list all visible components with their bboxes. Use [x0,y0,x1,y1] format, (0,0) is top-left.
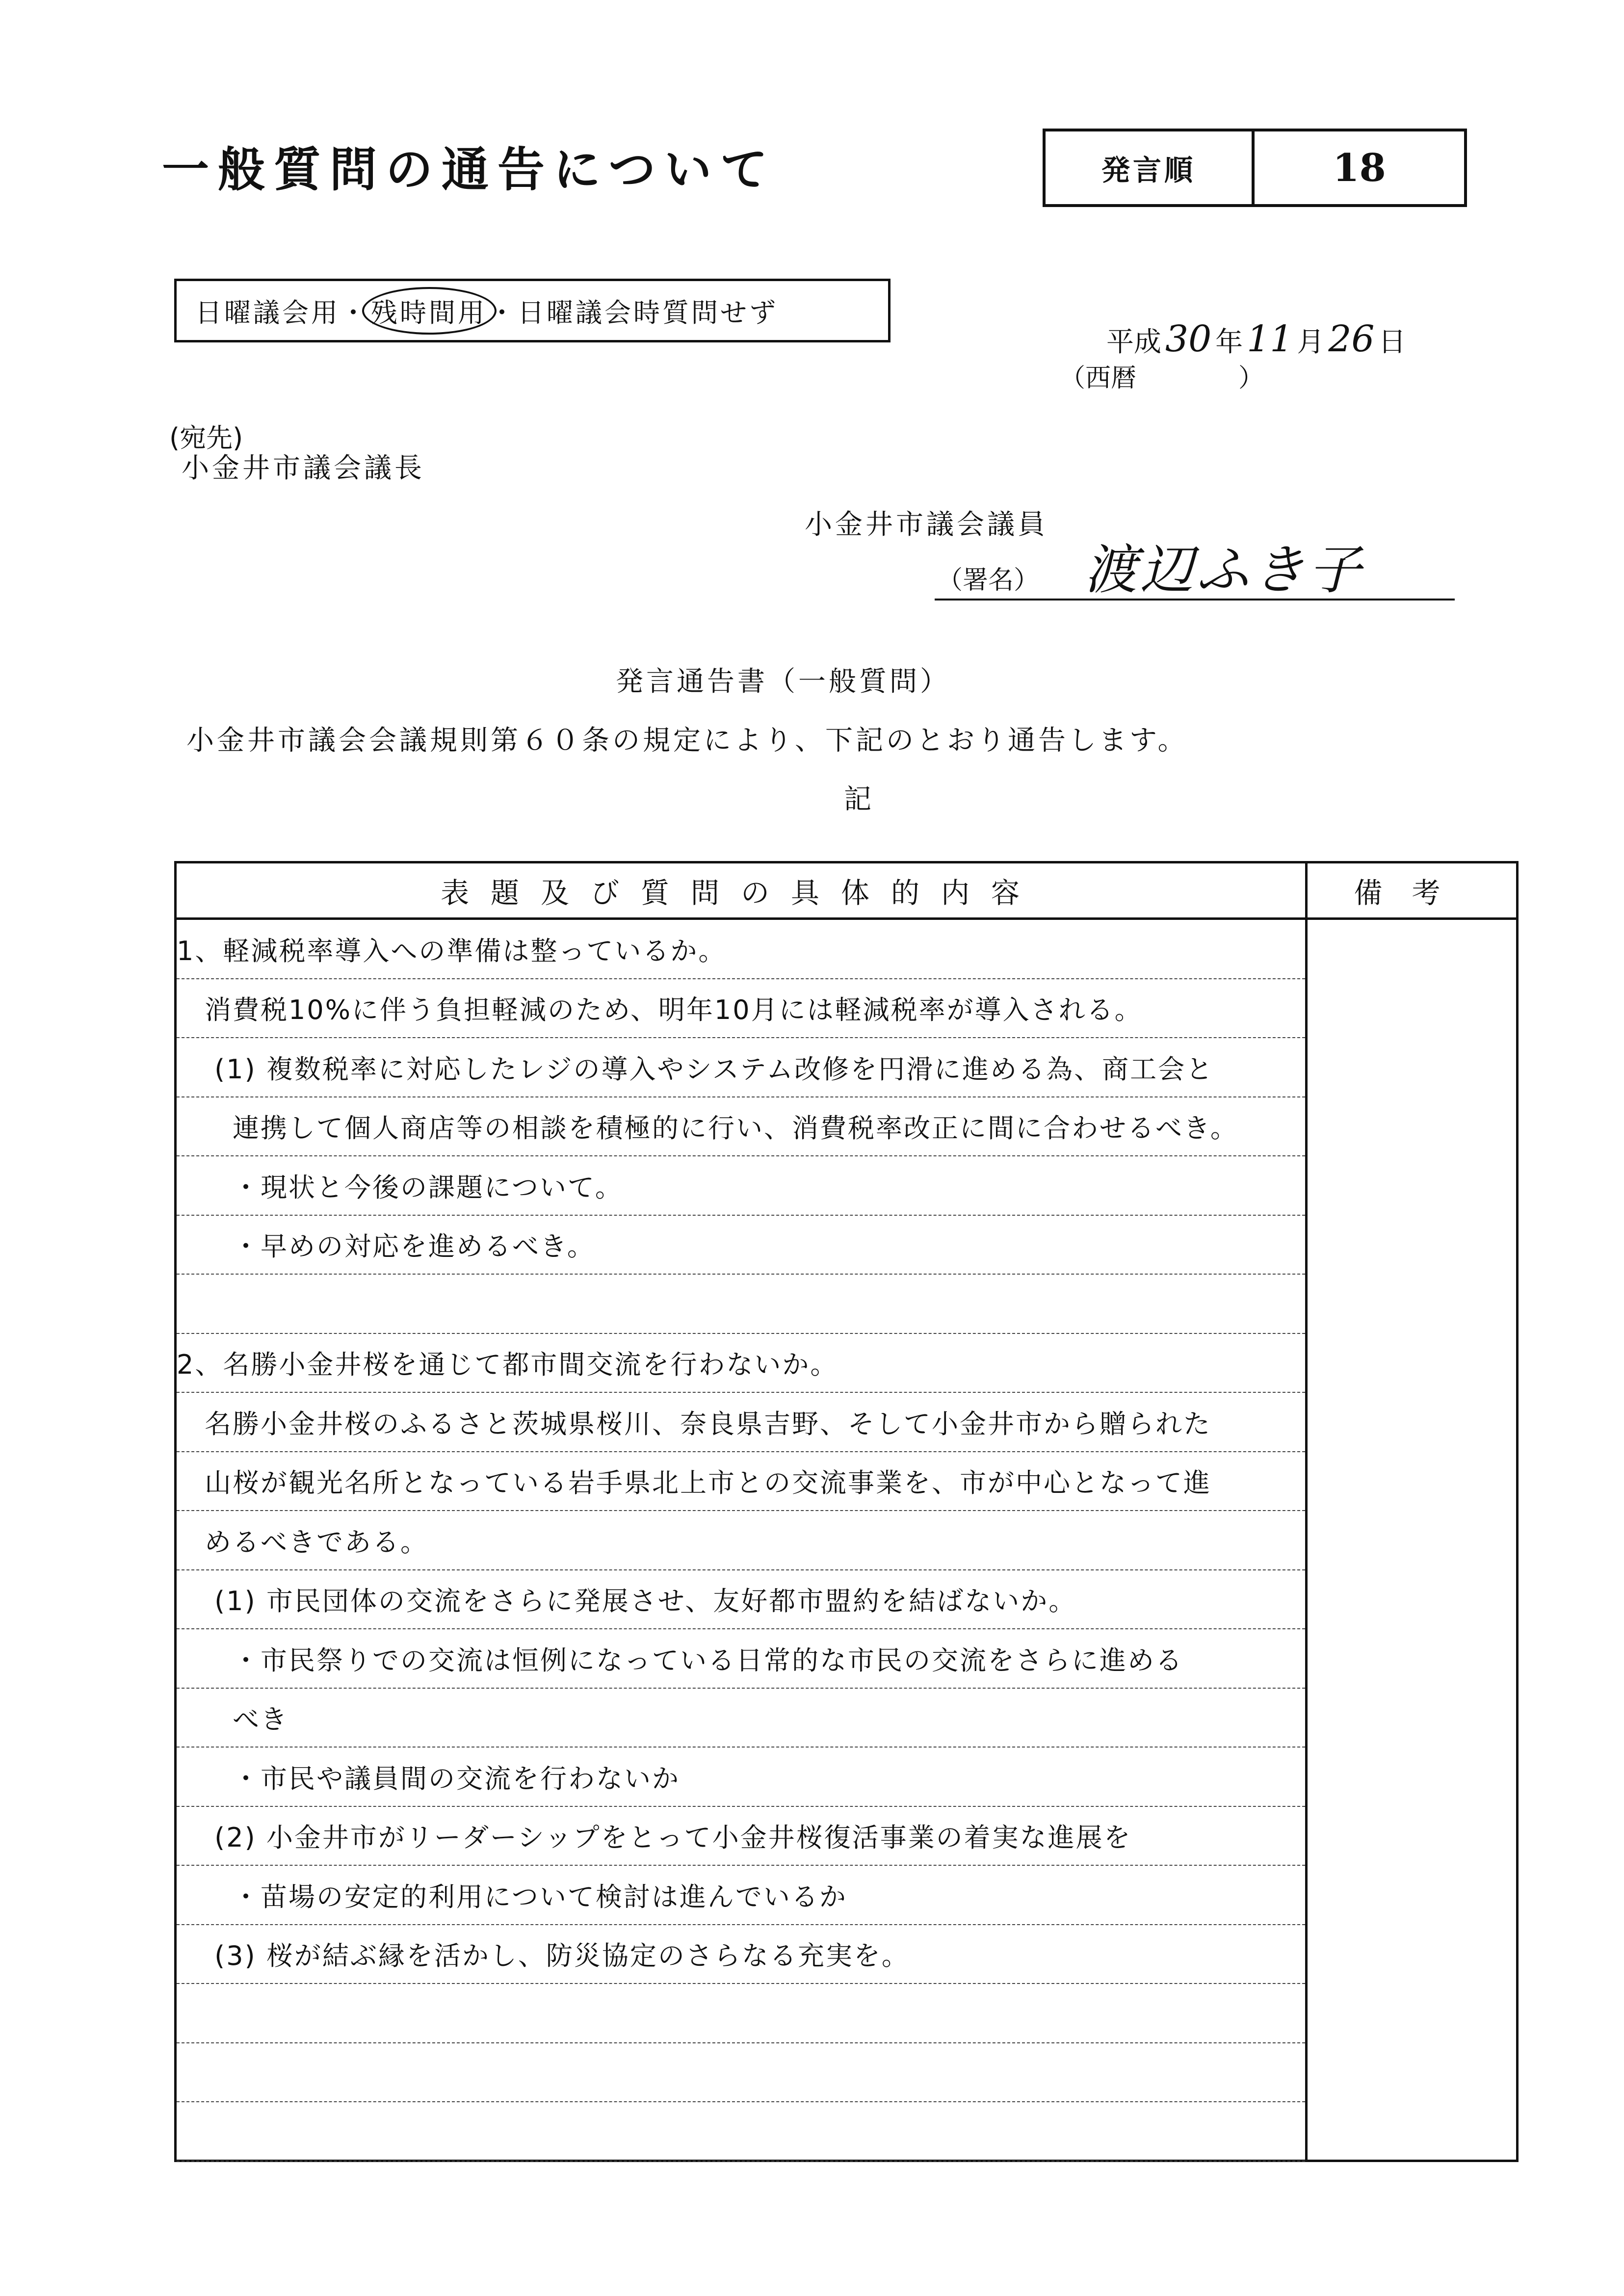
table-row: 消費税10%に伴う負担軽減のため、明年10月には軽減税率が導入される。 [177,979,1305,1039]
table-row: ・現状と今後の課題について。 [177,1156,1305,1216]
table-row [177,2102,1305,2162]
date-year: 30 [1165,318,1212,360]
mode-option-no-question: 日曜議会時質問せず [518,297,778,328]
table-row: 連携して個人商店等の相談を積極的に行い、消費税率改正に間に合わせるべき。 [177,1097,1305,1157]
addressee-name: 小金井市議会議長 [182,452,425,484]
table-row: ・苗場の安定的利用について検討は進んでいるか [177,1866,1305,1925]
question-table [174,861,1519,2162]
table-column-divider [1305,863,1308,2160]
table-row [177,2043,1305,2103]
table-row: 山桜が観光名所となっている岩手県北上市との交流事業を、市が中心となって進 [177,1452,1305,1512]
header-question-content: 表題及び質問の具体的内容 [440,876,1041,910]
document-title: 発言通告書（一般質問） [616,666,950,698]
table-row: べき [177,1689,1305,1748]
table-row: 名勝小金井桜のふるさと茨城県桜川、奈良県吉野、そして小金井市から贈られた [177,1393,1305,1452]
page-title: 一般質問の通告について [162,142,777,197]
date-era: 平成 [1106,326,1161,358]
mode-option-sunday-session: 日曜議会用 [195,297,340,328]
table-row: (3) 桜が結ぶ縁を活かし、防災協定のさらなる充実を。 [177,1925,1305,1984]
handwritten-signature: 渡辺ふき子 [1084,540,1364,601]
header-notes: 備考 [1354,876,1470,910]
table-row: 1、軽減税率導入への準備は整っているか。 [177,920,1305,979]
table-row: (2) 小金井市がリーダーシップをとって小金井桜復活事業の着実な進展を [177,1807,1305,1866]
mode-option-remaining-time-selected: 残時間用 [369,292,489,330]
sender-role: 小金井市議会議員 [805,509,1048,541]
table-row [177,1275,1305,1334]
table-rows [177,920,1305,2220]
table-row [177,1984,1305,2043]
mode-separator: ・ [340,297,369,328]
table-row [177,2162,1305,2221]
table-row: 2、名勝小金井桜を通じて都市間交流を行わないか。 [177,1334,1305,1393]
session-mode-box [174,279,891,342]
table-row: (1) 市民団体の交流をさらに発展させ、友好都市盟約を結ばないか。 [177,1570,1305,1630]
table-header [177,863,1516,920]
western-year-line: （西暦 ） [1060,364,1264,393]
speaking-order-number: 18 [1333,145,1386,190]
speaking-order-box [1043,129,1467,207]
table-row: ・市民祭りでの交流は恒例になっている日常的な市民の交流をさらに進める [177,1629,1305,1689]
document-intro: 小金井市議会会議規則第６０条の規定により、下記のとおり通告します。 [186,725,1188,757]
signature-underline [935,599,1455,600]
table-row: (1) 複数税率に対応したレジの導入やシステム改修を円滑に進める為、商工会と [177,1038,1305,1097]
date-day-label: 日 [1378,326,1406,358]
date-year-label: 年 [1215,326,1243,358]
date-month-label: 月 [1297,326,1325,358]
addressee-label: (宛先) [169,422,243,453]
mode-separator: ・ [489,297,518,328]
date-day: 26 [1328,318,1375,360]
table-row: めるべきである。 [177,1511,1305,1570]
signature-label: （署名） [937,566,1040,595]
ki-heading: 記 [844,783,871,815]
date-month: 11 [1247,318,1293,360]
submission-date [1106,318,1406,360]
table-row: ・市民や議員間の交流を行わないか [177,1748,1305,1807]
speaking-order-label: 発言順 [1046,131,1255,204]
table-row: ・早めの対応を進めるべき。 [177,1216,1305,1275]
